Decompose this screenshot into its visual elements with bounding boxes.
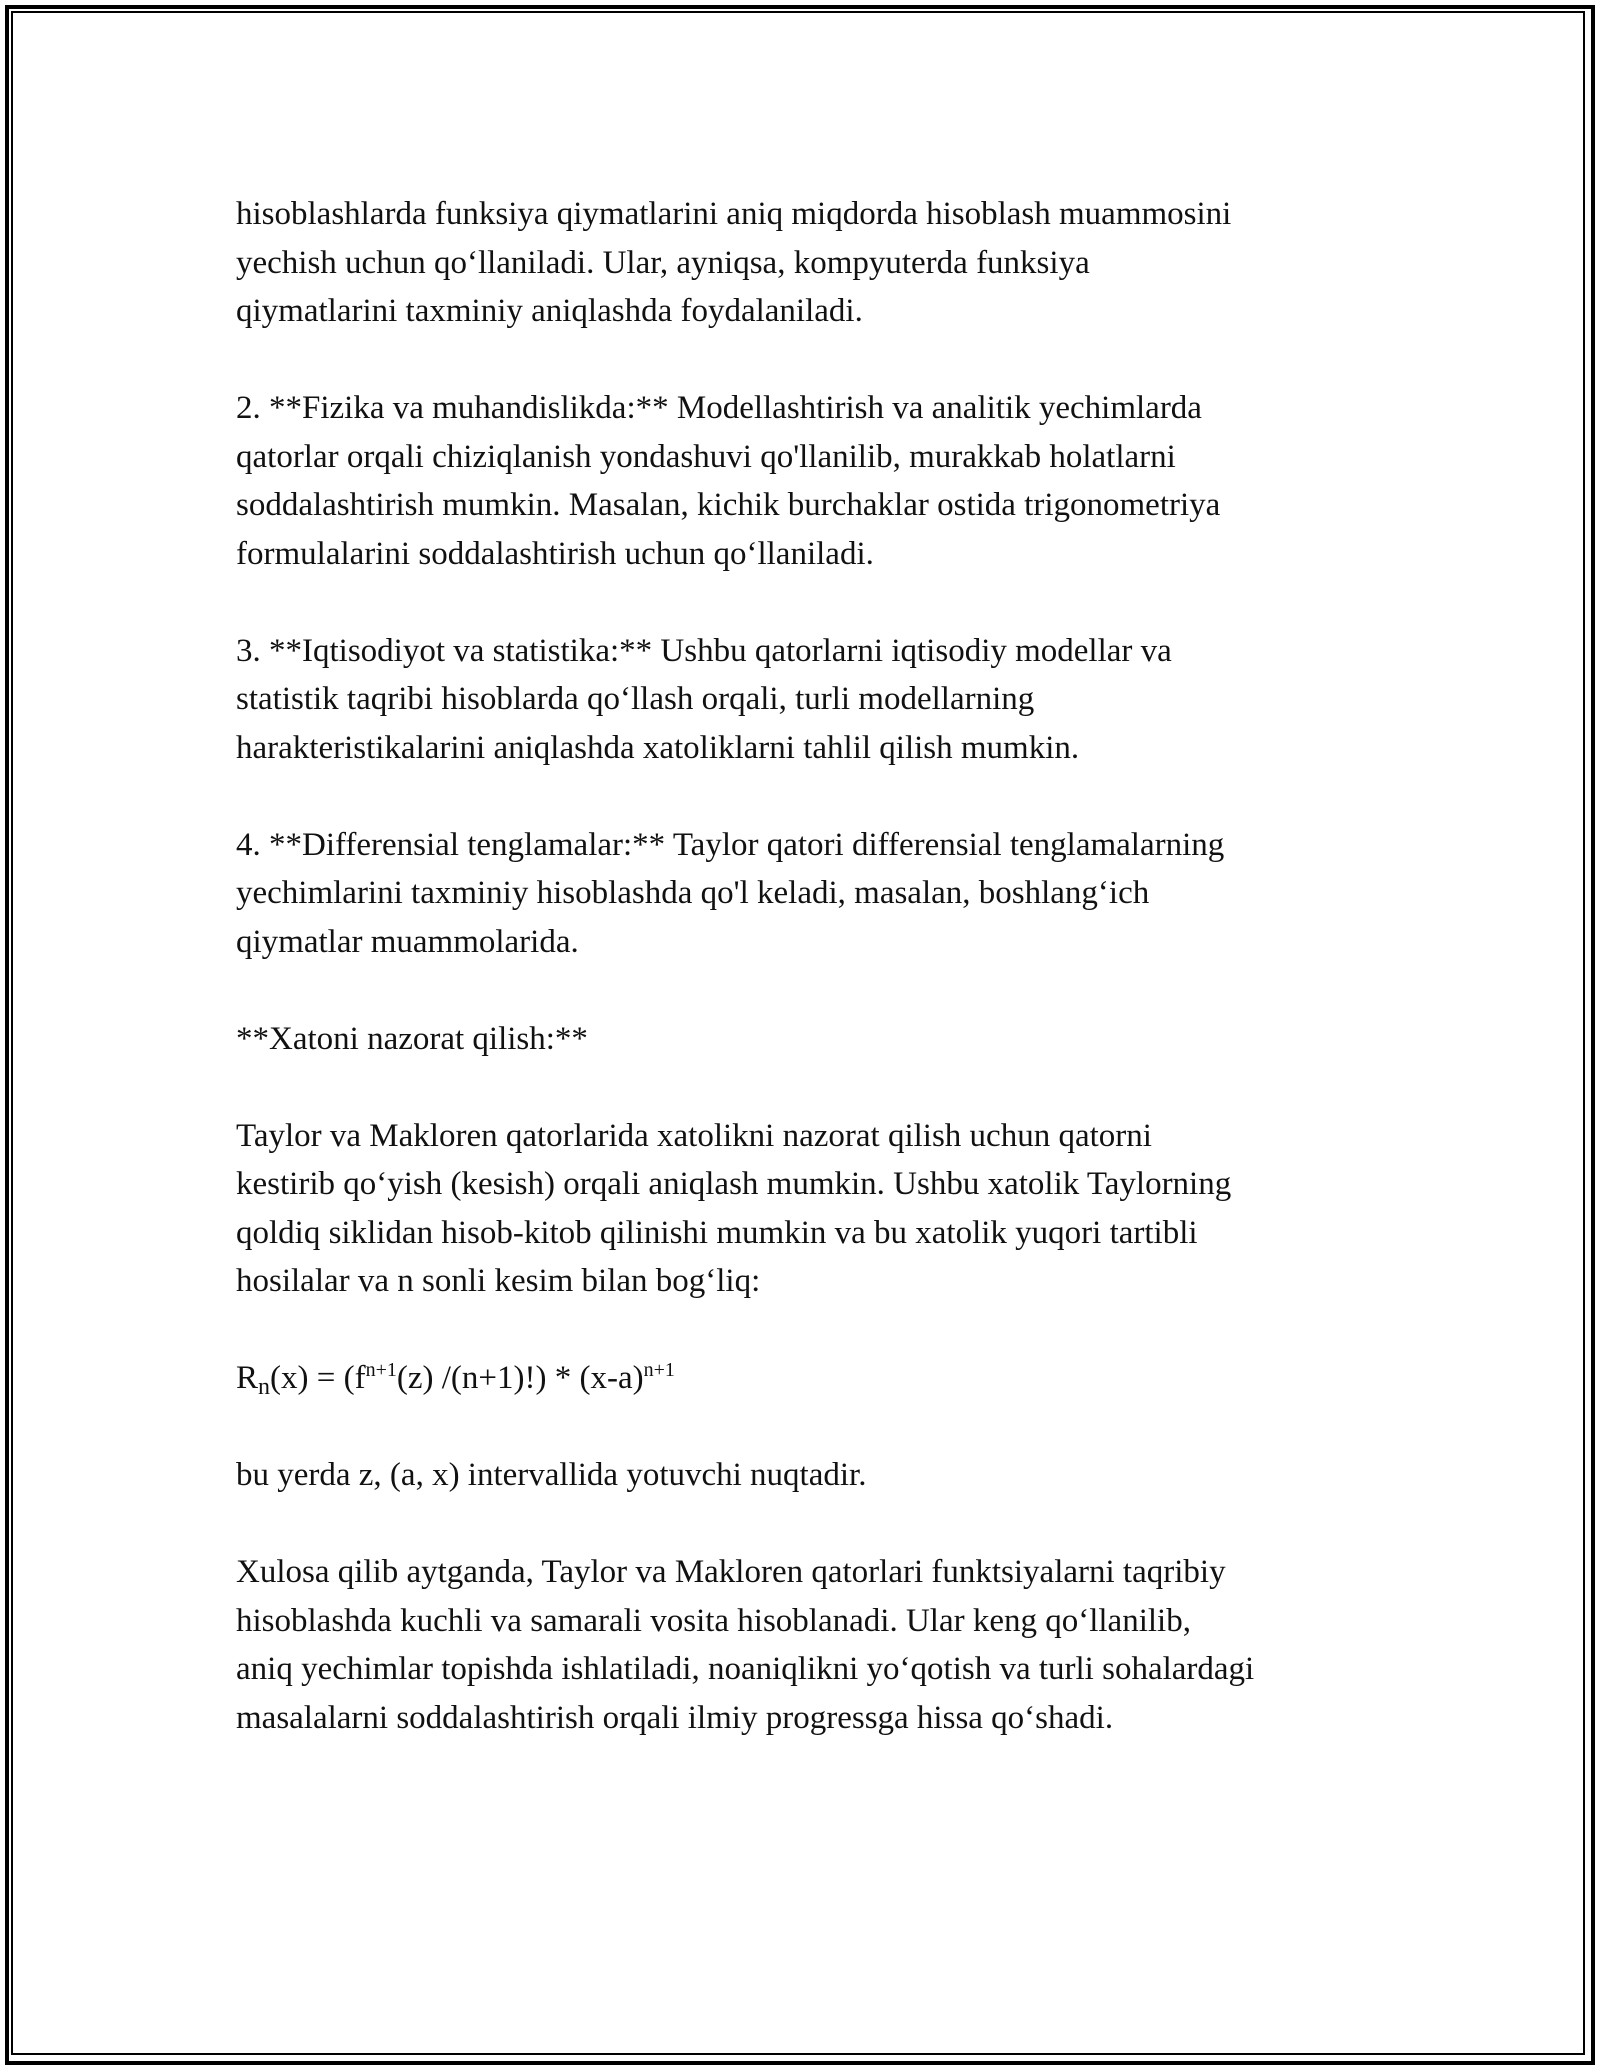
text-line: Xulosa qilib aytganda, Taylor va Makloren qatorlari funktsiyalarni taqribiy [236,1554,1226,1590]
paragraph-intro-continuation [236,190,1396,336]
taylor-remainder-formula [236,1354,1396,1403]
formula-r: R [236,1360,259,1396]
formula-part2: (z) /(n+1)!) * (x-a) [396,1360,644,1396]
paragraph-conclusion [236,1548,1396,1742]
text-line: statistik taqribi hisoblarda qo‘llash orqali, turli modellarning [236,681,1035,717]
text-line: 3. **Iqtisodiyot va statistika:** Ushbu qatorlarni iqtisodiy modellar va [236,632,1172,669]
text-line: kestirib qo‘yish (kesish) orqali aniqlash mumkin. Ushbu xatolik Taylorning [236,1166,1232,1202]
text-line: bu yerda z, (a, x) intervallida yotuvchi nuqtadir. [236,1457,867,1493]
text-line: aniq yechimlar topishda ishlatiladi, noaniqlikni yo‘qotish va turli sohalardagi [236,1651,1255,1687]
text-line: 2. **Fizika va muhandislikda:** Modellashtirish va analitik yechimlarda [236,390,1202,426]
paragraph-item-3-economics [236,627,1396,773]
text-line: hisoblashlarda funksiya qiymatlarini aniq miqdorda hisoblash muammosini [236,196,1232,232]
text-line: harakteristikalarini aniqlashda xatoliklarni tahlil qilish mumkin. [236,729,1080,766]
paragraph-item-4-differential [236,821,1396,967]
text-line: qiymatlarini taxminiy aniqlashda foydalaniladi. [236,293,863,329]
formula-part1: (x) = (f [270,1360,366,1396]
paragraph-interval-note [236,1451,1396,1500]
text-line: qatorlar orqali chiziqlanish yondashuvi qo'llanilib, murakkab holatlarni [236,438,1176,475]
text-line: qoldiq siklidan hisob-kitob qilinishi mumkin va bu xatolik yuqori tartibli [236,1214,1198,1251]
text-line: yechish uchun qo‘llaniladi. Ular, ayniqsa, kompyuterda funksiya [236,244,1090,281]
paragraph-error-control-body [236,1112,1396,1306]
text-line: hisoblashda kuchli va samarali vosita hisoblanadi. Ular keng qo‘llanilib, [236,1602,1191,1639]
text-line: soddalashtirish mumkin. Masalan, kichik burchaklar ostida trigonometriya [236,487,1221,523]
text-line: formulalarini soddalashtirish uchun qo‘llaniladi. [236,535,874,572]
paragraph-item-2-physics [236,384,1396,578]
formula-subscript-n: n [258,1374,271,1400]
formula-superscript-1: n+1 [365,1359,397,1381]
document-body [236,190,1396,1791]
text-line: 4. **Differensial tenglamalar:** Taylor qatori differensial tenglamalarning [236,826,1225,863]
formula-superscript-2: n+1 [643,1359,675,1381]
text-line: hosilalar va n sonli kesim bilan bog‘liq: [236,1263,761,1299]
heading-error-control [236,1015,1396,1064]
text-line: yechimlarini taxminiy hisoblashda qo'l keladi, masalan, boshlang‘ich [236,875,1150,911]
text-line: **Xatoni nazorat qilish:** [236,1020,588,1057]
text-line: Taylor va Makloren qatorlarida xatolikni nazorat qilish uchun qatorni [236,1117,1152,1154]
text-line: qiymatlar muammolarida. [236,923,579,960]
text-line: masalalarni soddalashtirish orqali ilmiy progressga hissa qo‘shadi. [236,1699,1114,1736]
